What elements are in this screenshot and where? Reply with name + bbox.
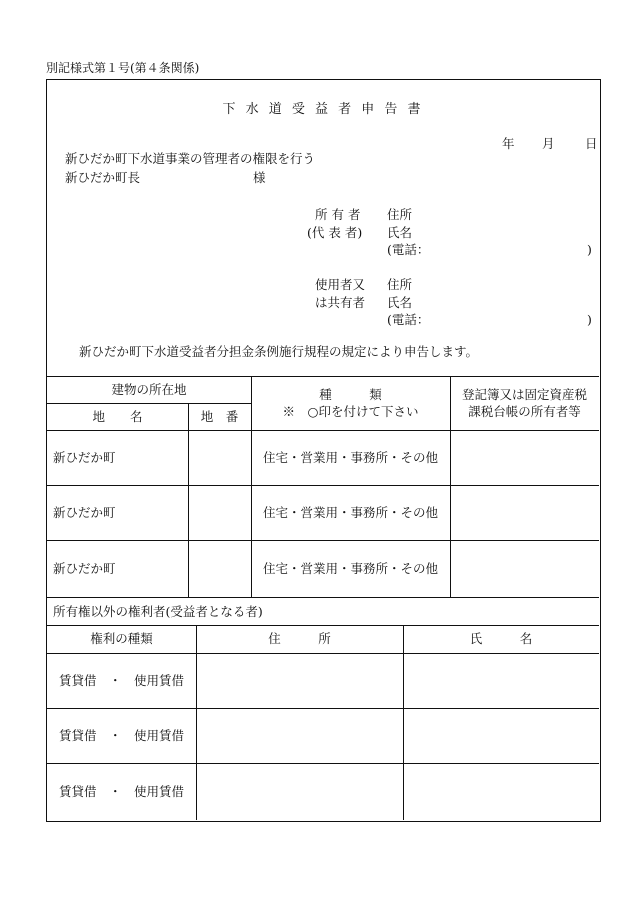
location-subheader-rule — [47, 403, 251, 404]
owner-role-line2: (代 表 者) — [307, 225, 363, 240]
declaration-text: 新ひだか町下水道受益者分担金条例施行規程の規定により申告します。 — [79, 344, 479, 359]
right-type-header: 権利の種類 — [90, 631, 153, 646]
owner-phone-open: (電話： — [387, 242, 430, 257]
building-row2-bottom-rule — [47, 540, 599, 541]
owner-address-label: 住所 — [387, 207, 413, 222]
place-name-header: 地 名 — [92, 409, 143, 424]
user-phone-close: ) — [587, 312, 592, 327]
building-row1-type-options: 住宅・営業用・事務所・その他 — [262, 450, 438, 465]
addressee-line2: 新ひだか町長 — [65, 170, 141, 185]
owner-phone-close: ) — [587, 242, 592, 257]
registry-header-line1: 登記簿又は固定資産税 — [461, 387, 587, 402]
date-month: 月 — [542, 136, 555, 151]
user-name-label: 氏名 — [387, 295, 413, 310]
building-row1-bottom-rule — [47, 485, 599, 486]
lot-number-divider — [188, 403, 189, 597]
rights-row1-type: 賃貸借 ・ 使用賃借 — [58, 673, 184, 688]
rights-header-bottom-rule — [47, 653, 599, 654]
building-table-bottom-rule — [47, 597, 599, 598]
type-note: ※ ○印を付けて下さい — [282, 404, 419, 419]
rights-row2-bottom-rule — [47, 763, 599, 764]
rights-row3-type: 賃貸借 ・ 使用賃借 — [58, 784, 184, 799]
owner-name-label: 氏名 — [387, 225, 413, 240]
date-day: 日 — [585, 136, 598, 151]
user-address-label: 住所 — [387, 277, 413, 292]
date-year: 年 — [502, 136, 515, 151]
rights-row1-bottom-rule — [47, 708, 599, 709]
user-phone-open: (電話： — [387, 312, 430, 327]
building-header-bottom-rule — [47, 430, 599, 431]
owner-role-line1: 所 有 者 — [315, 207, 361, 222]
building-row2-place: 新ひだか町 — [53, 505, 116, 520]
declaration-form — [46, 79, 601, 822]
rights-address-divider — [196, 625, 197, 820]
rights-name-divider — [403, 625, 404, 820]
user-role-line2: は共有者 — [315, 295, 366, 310]
building-row3-place: 新ひだか町 — [53, 561, 116, 576]
rights-title-bottom-rule — [47, 625, 599, 626]
rights-section-title: 所有権以外の権利者(受益者となる者) — [53, 604, 263, 619]
lot-number-header: 地 番 — [200, 409, 239, 424]
building-table-top-rule — [47, 376, 599, 377]
building-row3-type-options: 住宅・営業用・事務所・その他 — [262, 561, 438, 576]
addressee-honorific: 様 — [253, 170, 266, 185]
form-title: 下 水 道 受 益 者 申 告 書 — [222, 102, 424, 117]
rights-row2-type: 賃貸借 ・ 使用賃借 — [58, 728, 184, 743]
building-row2-type-options: 住宅・営業用・事務所・その他 — [262, 505, 438, 520]
registry-header-line2: 課税台帳の所有者等 — [468, 404, 581, 419]
user-role-line1: 使用者又 — [315, 277, 366, 292]
form-number: 別記様式第１号(第４条関係) — [46, 61, 200, 75]
rights-name-header: 氏 名 — [469, 631, 533, 646]
building-row1-place: 新ひだか町 — [53, 450, 116, 465]
addressee-line1: 新ひだか町下水道事業の管理者の権限を行う — [65, 151, 316, 166]
location-header: 建物の所在地 — [111, 382, 187, 397]
rights-address-header: 住 所 — [268, 631, 331, 646]
type-header: 種 類 — [319, 387, 382, 402]
